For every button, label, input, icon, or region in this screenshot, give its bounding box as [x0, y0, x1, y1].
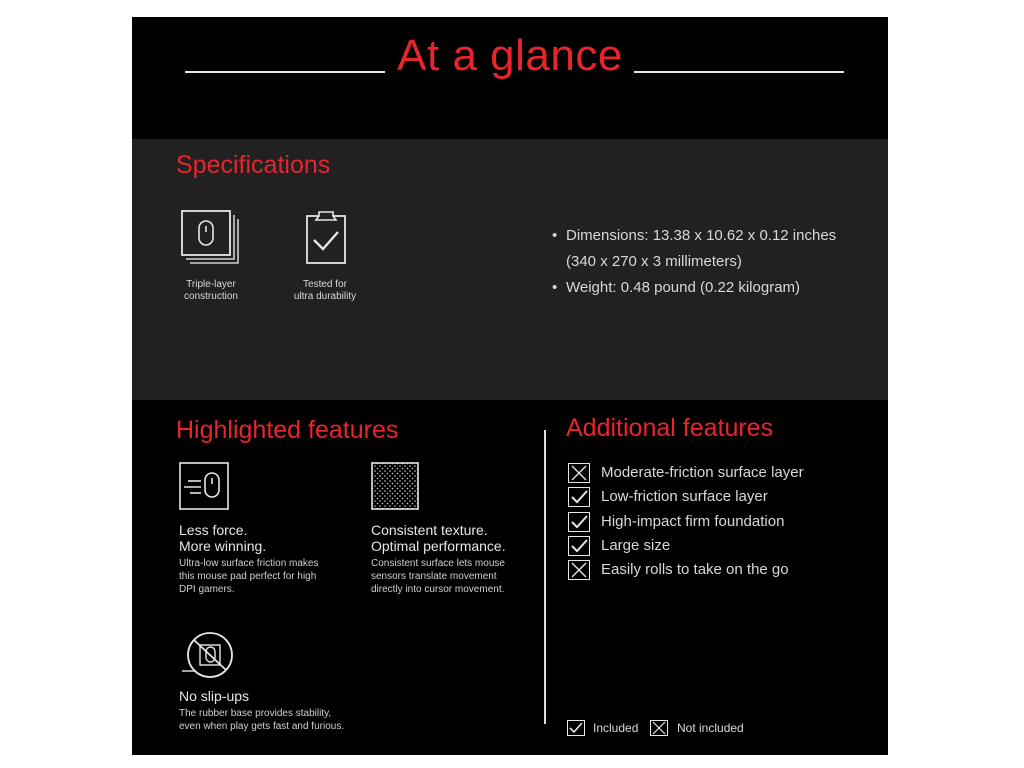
spec-text: (340 x 270 x 3 millimeters) [566, 253, 742, 270]
additional-feature-label: Easily rolls to take on the go [601, 561, 789, 579]
caption-line: Tested for [303, 279, 347, 290]
check-box-icon [568, 536, 590, 556]
feature-description [371, 557, 505, 596]
feature-heading [179, 522, 266, 554]
durability-caption [280, 279, 370, 303]
caption-line: ultra durability [293, 291, 357, 302]
caption-line: Triple-layer [186, 279, 236, 290]
spec-text: • Weight: 0.48 pound (0.22 kilogram) [566, 279, 801, 296]
specifications-title: Specifications [176, 151, 331, 179]
at-a-glance-panel [132, 17, 888, 755]
highlighted-features-title: Highlighted features [176, 416, 399, 444]
feature-description-line: even when play gets fast and furious. [179, 721, 345, 732]
additional-feature-label: Low-friction surface layer [601, 488, 768, 506]
check-box-icon [567, 720, 585, 736]
check-box-icon [568, 487, 590, 507]
spec-item-dimensions [552, 223, 882, 275]
check-box-icon [568, 512, 590, 532]
mouse-speed-icon [179, 462, 229, 510]
triple-layer-icon [182, 211, 242, 269]
specifications-section [132, 139, 888, 400]
spec-list [552, 223, 882, 301]
features-section [132, 400, 888, 755]
feature-description-line: this mouse pad perfect for high [179, 571, 317, 582]
additional-feature-label: High-impact firm foundation [601, 512, 785, 530]
section-divider [544, 430, 546, 724]
feature-heading [179, 688, 249, 704]
x-box-icon [568, 560, 590, 580]
feature-heading-line: More winning. [179, 538, 267, 554]
additional-features-title: Additional features [566, 414, 774, 442]
spec-item-weight [552, 275, 882, 301]
texture-icon [371, 462, 419, 510]
caption-line: construction [184, 291, 238, 302]
feature-heading-line: Optimal performance. [371, 538, 506, 554]
feature-heading-line: Less force. [179, 522, 248, 538]
feature-description-line: DPI gamers. [179, 584, 235, 595]
feature-description-line: Consistent surface lets mouse [371, 558, 505, 569]
page-title: At a glance [397, 31, 623, 80]
legend-included: Included [593, 721, 639, 735]
feature-description-line: The rubber base provides stability, [179, 708, 332, 719]
triple-layer-caption [166, 279, 256, 303]
header-rule-right [634, 71, 844, 73]
feature-heading [371, 522, 506, 554]
feature-description-line: directly into cursor movement. [371, 584, 505, 595]
additional-feature-label: Moderate-friction surface layer [601, 464, 804, 481]
x-box-icon [568, 463, 590, 483]
feature-description-line: sensors translate movement [371, 571, 497, 582]
feature-description [179, 557, 318, 596]
x-box-icon [650, 720, 668, 736]
spec-text: • Dimensions: 13.38 x 10.62 x 0.12 inches [566, 227, 837, 244]
feature-description-line: Ultra-low surface friction makes [179, 558, 319, 569]
no-slip-icon [182, 631, 234, 679]
additional-feature-label: Large size [601, 536, 671, 554]
feature-description [179, 707, 344, 733]
legend-not-included: Not included [677, 721, 744, 735]
clipboard-check-icon [306, 211, 346, 265]
feature-heading-line: Consistent texture. [371, 522, 488, 538]
header [132, 17, 888, 139]
feature-heading-line: No slip-ups [179, 688, 250, 704]
